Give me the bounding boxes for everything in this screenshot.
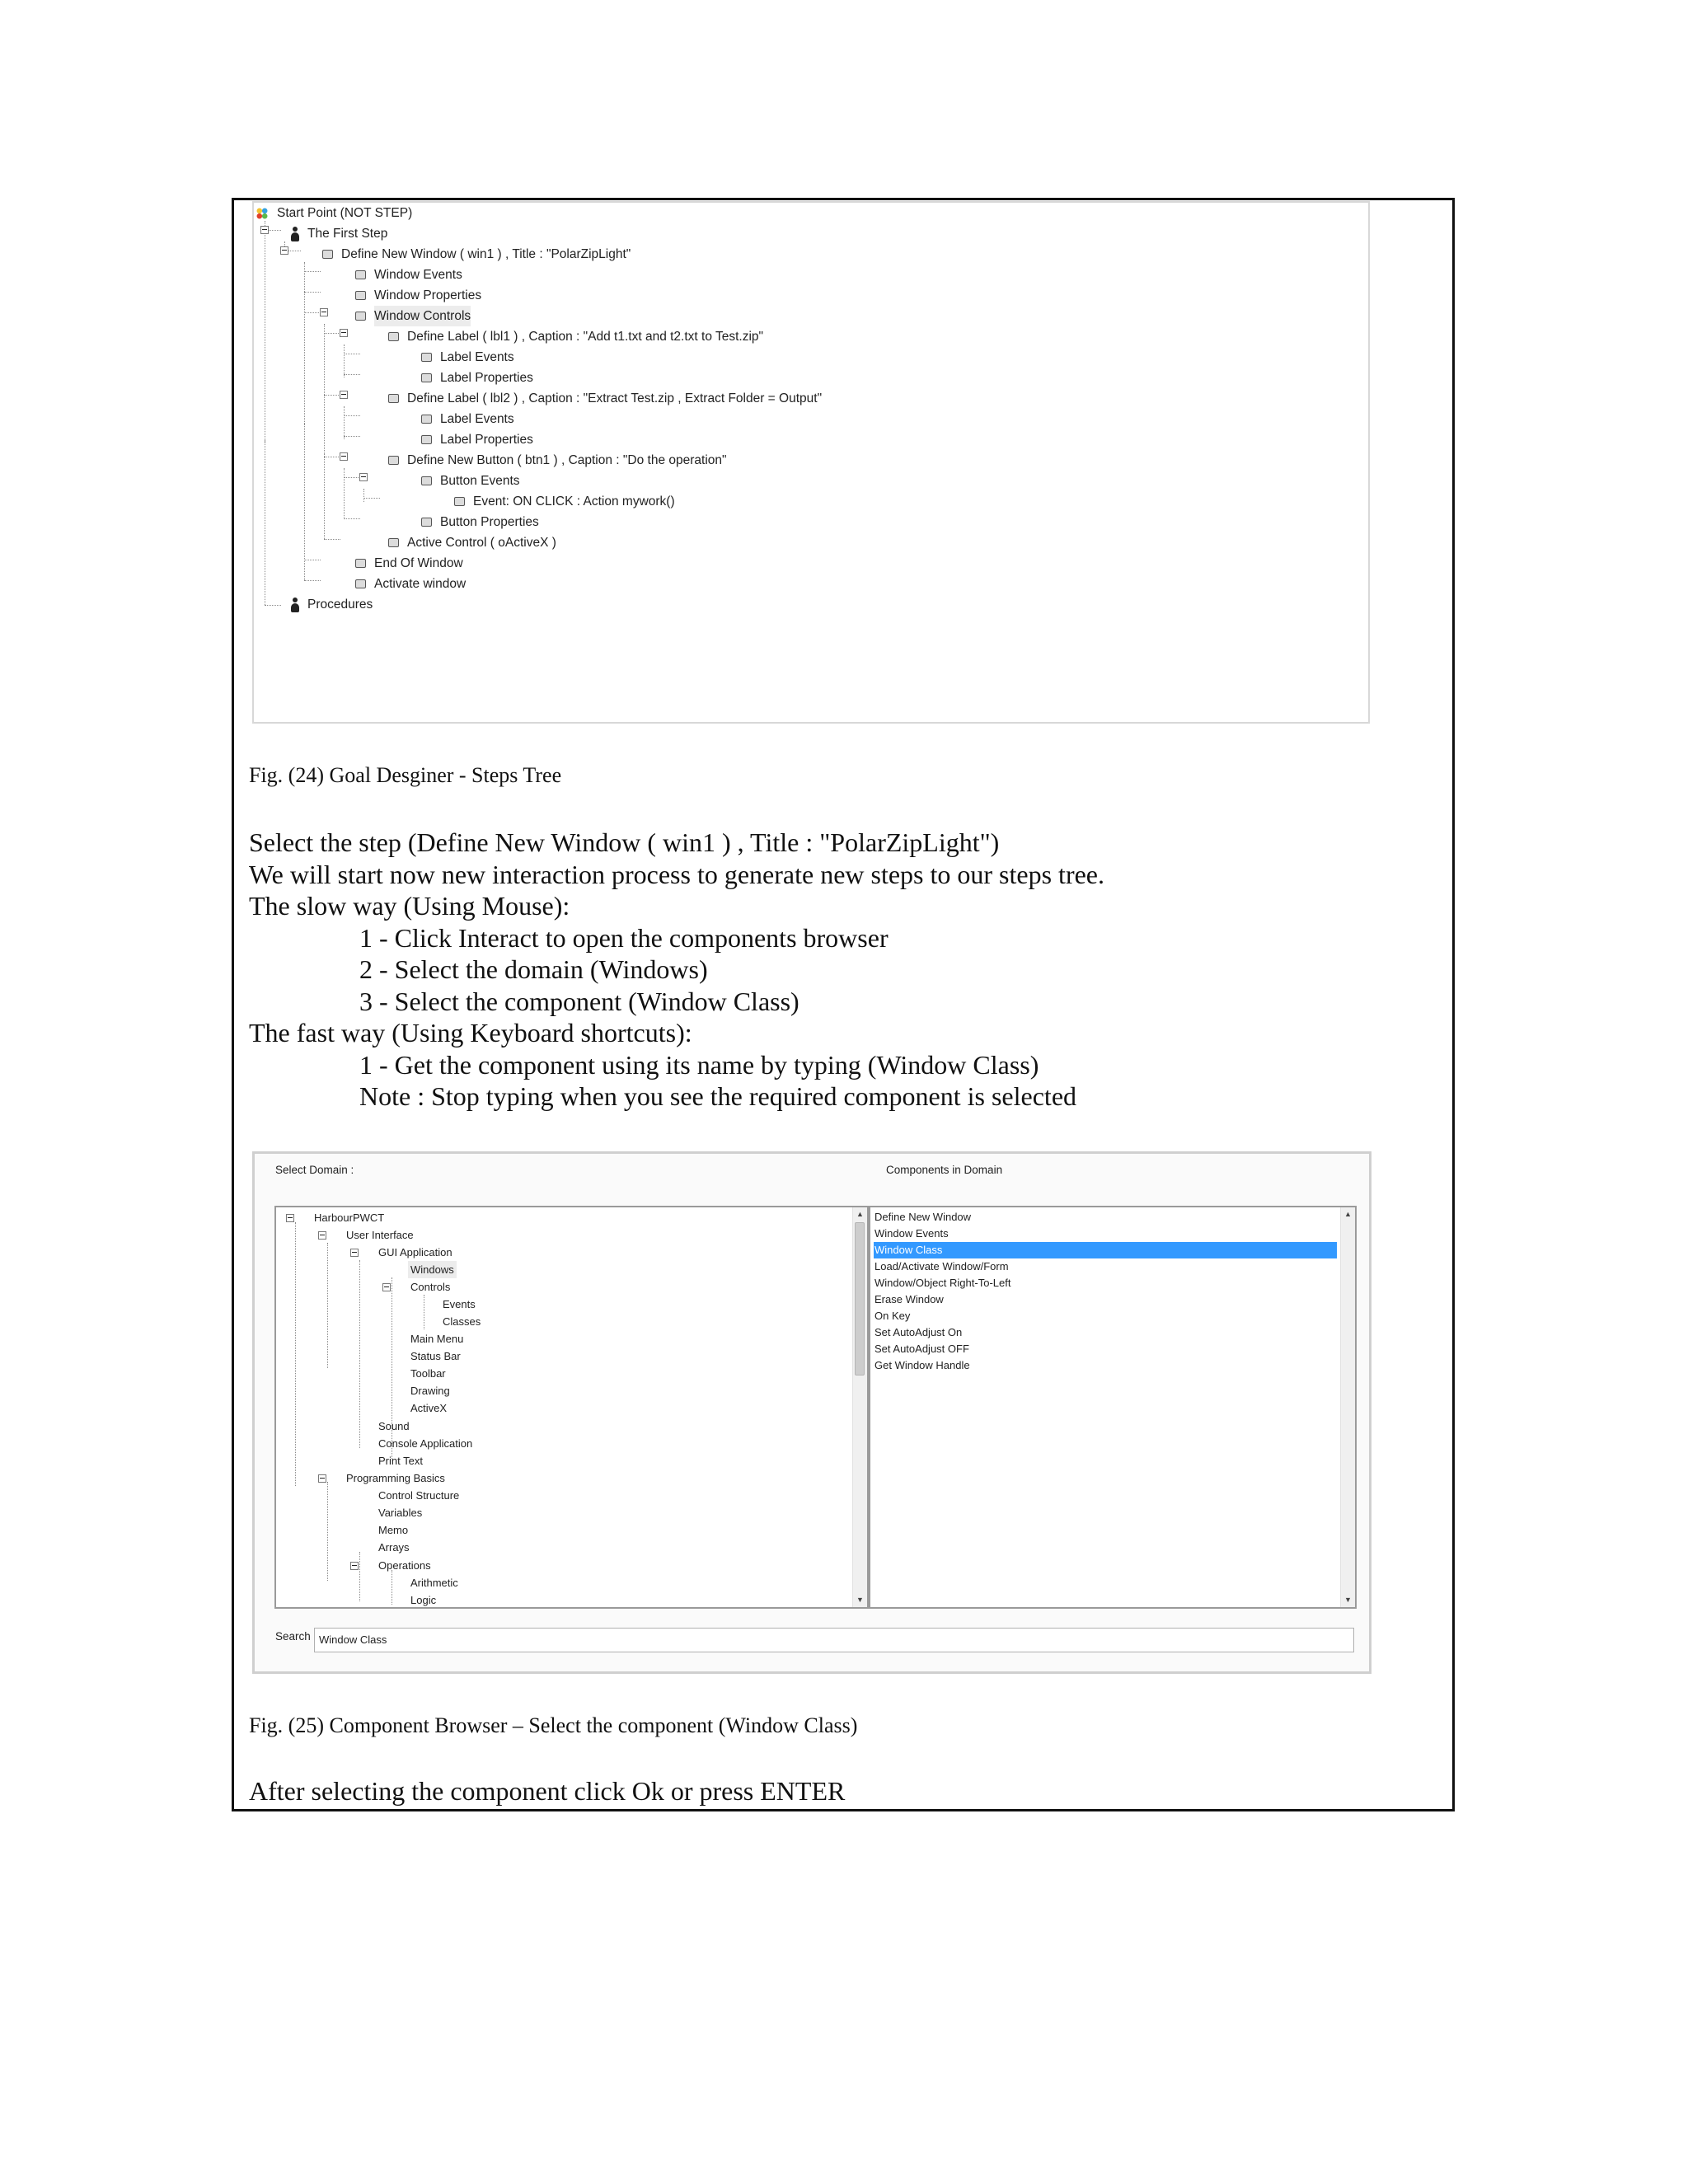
scroll-up-arrow-icon[interactable]: ▲ [856,1210,864,1218]
step-icon [355,559,366,568]
tree-item-window-properties[interactable]: Window Properties [355,285,481,306]
component-item-selected[interactable]: Window Class [874,1242,1337,1258]
collapse-toggle[interactable] [340,329,348,337]
step-icon [388,456,399,465]
person-icon [291,227,299,241]
step-icon [454,497,465,506]
domain-item[interactable]: Drawing [410,1385,450,1397]
start-point-icon [256,207,269,220]
domain-item[interactable]: Main Menu [410,1333,464,1345]
collapse-toggle[interactable] [320,308,328,316]
domain-item[interactable]: Variables [378,1507,423,1519]
domain-item-selected[interactable]: Windows [408,1261,457,1278]
instruction-step: 1 - Click Interact to open the components browser [359,922,889,953]
component-item[interactable]: Erase Window [874,1293,944,1305]
domain-item[interactable]: Arrays [378,1541,410,1554]
domain-item[interactable]: GUI Application [378,1246,452,1258]
domain-item[interactable]: Programming Basics [346,1472,445,1484]
instructions [249,827,1104,1113]
instruction-line: Select the step (Define New Window ( win1 ) , Title : "PolarZipLight") [249,827,1000,857]
domain-item[interactable]: Memo [378,1524,409,1536]
tree-item-procedures[interactable]: Procedures [291,594,373,615]
component-item[interactable]: Set AutoAdjust On [874,1326,963,1338]
collapse-toggle[interactable] [318,1474,326,1483]
step-icon [388,332,399,341]
collapse-toggle[interactable] [286,1214,294,1222]
scroll-thumb[interactable] [855,1222,865,1376]
component-item[interactable]: On Key [874,1310,911,1322]
step-icon [421,518,432,527]
tree-item-activate-window[interactable]: Activate window [355,574,466,594]
component-item[interactable]: Define New Window [874,1211,972,1223]
scroll-up-arrow-icon[interactable]: ▲ [1344,1210,1352,1218]
instruction-step: 3 - Select the component (Window Class) [359,986,799,1016]
instruction-line: The fast way (Using Keyboard shortcuts): [249,1018,692,1047]
collapse-toggle[interactable] [318,1231,326,1240]
tree-item-button-properties[interactable]: Button Properties [421,512,539,532]
tree-item-active-control[interactable]: Active Control ( oActiveX ) [388,532,556,553]
step-icon [388,394,399,403]
domain-item[interactable]: HarbourPWCT [314,1212,385,1224]
component-item[interactable]: Window Events [874,1227,949,1240]
step-icon [421,373,432,382]
domain-item[interactable]: Controls [410,1281,451,1293]
tree-item-window-controls[interactable]: Window Controls [355,306,471,326]
components-list[interactable] [869,1206,1357,1609]
domain-item[interactable]: Console Application [378,1437,473,1450]
domain-item[interactable]: Classes [443,1315,481,1328]
domain-scrollbar[interactable] [852,1207,867,1607]
component-item[interactable]: Get Window Handle [874,1359,970,1371]
collapse-toggle[interactable] [382,1283,391,1291]
tree-item-start-point[interactable]: Start Point (NOT STEP) [256,203,412,223]
step-icon [421,476,432,485]
collapse-toggle[interactable] [340,452,348,461]
step-icon [355,579,366,588]
tree-item-end-of-window[interactable]: End Of Window [355,553,463,574]
instruction-line: We will start now new interaction process to generate new steps to our steps tree. [249,859,1104,889]
select-domain-label: Select Domain : [275,1164,354,1176]
step-icon [355,291,366,300]
collapse-toggle[interactable] [359,473,368,481]
tree-item-label-events[interactable]: Label Events [421,409,514,429]
steps-tree-screenshot [252,201,1370,724]
tree-item-label-properties[interactable]: Label Properties [421,368,533,388]
figure-caption: Fig. (24) Goal Desginer - Steps Tree [249,763,562,787]
domain-tree[interactable] [274,1206,869,1609]
instruction-line: The slow way (Using Mouse): [249,891,570,921]
person-icon [291,598,299,612]
collapse-toggle[interactable] [350,1562,359,1570]
domain-item[interactable]: Logic [410,1594,437,1606]
tree-item-onclick-event[interactable]: Event: ON CLICK : Action mywork() [454,491,675,512]
step-icon [421,435,432,444]
domain-item[interactable]: Events [443,1298,476,1310]
domain-item[interactable]: Sound [378,1420,410,1432]
step-icon [421,415,432,424]
components-scrollbar[interactable] [1340,1207,1355,1607]
search-input[interactable]: Window Class [314,1628,1354,1652]
domain-item[interactable]: Print Text [378,1455,423,1467]
collapse-toggle[interactable] [260,226,269,234]
tree-item-define-window[interactable]: Define New Window ( win1 ) , Title : "PolarZipLight" [322,244,631,265]
tree-item-first-step[interactable]: The First Step [291,223,387,244]
step-icon [355,312,366,321]
domain-item[interactable]: User Interface [346,1229,414,1241]
collapse-toggle[interactable] [280,246,288,255]
tree-item-window-events[interactable]: Window Events [355,265,462,285]
domain-item[interactable]: Status Bar [410,1350,461,1362]
domain-item[interactable]: Control Structure [378,1489,460,1502]
tree-item-label-properties[interactable]: Label Properties [421,429,533,450]
component-item[interactable]: Window/Object Right-To-Left [874,1277,1011,1289]
tree-item-define-label-2[interactable]: Define Label ( lbl2 ) , Caption : "Extract Test.zip , Extract Folder = Output" [388,388,822,409]
domain-item[interactable]: Toolbar [410,1367,446,1380]
tree-item-label-events[interactable]: Label Events [421,347,514,368]
step-icon [421,353,432,362]
domain-item[interactable]: Operations [378,1559,431,1572]
search-label: Search [275,1630,311,1643]
components-in-domain-label: Components in Domain [886,1164,1003,1176]
figure-caption: Fig. (25) Component Browser – Select the component (Window Class) [249,1713,858,1737]
component-item[interactable]: Load/Activate Window/Form [874,1260,1009,1272]
step-icon [322,250,333,259]
instruction-step: 2 - Select the domain (Windows) [359,954,708,984]
tree-item-button-events[interactable]: Button Events [421,471,520,491]
instruction-note: Note : Stop typing when you see the required component is selected [359,1081,1077,1111]
collapse-toggle[interactable] [340,391,348,399]
tree-item-define-label-1[interactable]: Define Label ( lbl1 ) , Caption : "Add t1.txt and t2.txt to Test.zip" [388,326,763,347]
component-browser-screenshot [252,1151,1372,1674]
component-item[interactable]: Set AutoAdjust OFF [874,1343,969,1355]
step-icon [388,538,399,547]
step-icon [355,270,366,279]
instruction-step: 1 - Get the component using its name by typing (Window Class) [359,1049,1039,1080]
collapse-toggle[interactable] [350,1249,359,1257]
domain-item[interactable]: Arithmetic [410,1577,458,1589]
scroll-down-arrow-icon[interactable]: ▼ [856,1596,864,1604]
scroll-down-arrow-icon[interactable]: ▼ [1344,1596,1352,1604]
closing-text: After selecting the component click Ok or press ENTER [249,1776,846,1806]
domain-item[interactable]: ActiveX [410,1402,448,1414]
tree-item-define-button[interactable]: Define New Button ( btn1 ) , Caption : "Do the operation" [388,450,727,471]
